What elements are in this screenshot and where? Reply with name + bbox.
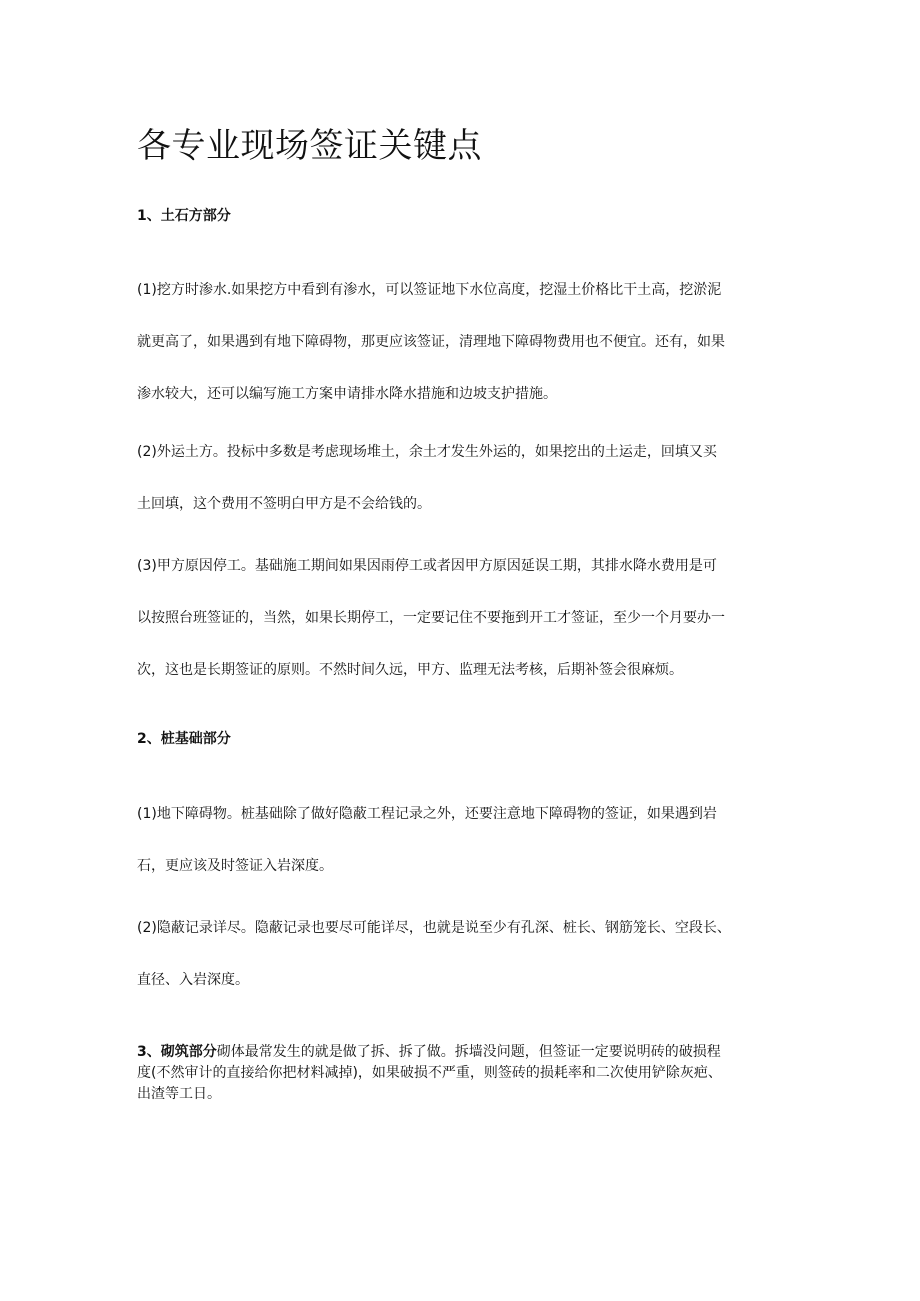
text-line: 次，这也是长期签证的原则。不然时间久远，甲方、监理无法考核，后期补签会很麻烦。 [137, 662, 683, 678]
text-line: 以按照台班签证的，当然，如果长期停工，一定要记住不要拖到开工才签证，至少一个月要办一 [137, 610, 725, 626]
text-line: (2)外运土方。投标中多数是考虑现场堆土，余土才发生外运的，如果挖出的土运走，回填又买 [137, 444, 717, 460]
section-heading-pile-foundation: 2、桩基础部分 [137, 731, 231, 747]
text-line: 渗水较大，还可以编写施工方案申请排水降水措施和边坡支护措施。 [137, 386, 557, 402]
paragraph-earthwork-2 [137, 442, 792, 514]
text-line [137, 1042, 792, 1063]
section-heading-masonry: 3、砌筑部分 [137, 1044, 217, 1060]
section-heading-earthwork: 1、土石方部分 [137, 208, 231, 224]
text-line: (2)隐蔽记录详尽。隐蔽记录也要尽可能详尽，也就是说至少有孔深、桩长、钢筋笼长、空段长、 [137, 920, 731, 936]
masonry-text: 砌体最常发生的就是做了拆、拆了做。拆墙没问题，但签证一定要说明砖的破损程 [216, 1044, 721, 1060]
paragraph-earthwork-1 [137, 280, 792, 404]
paragraph-pile-2 [137, 918, 792, 990]
text-line: (1)地下障碍物。桩基础除了做好隐蔽工程记录之外，还要注意地下障碍物的签证，如果遇到岩 [137, 806, 717, 822]
paragraph-earthwork-3 [137, 556, 792, 680]
paragraph-masonry [137, 1042, 792, 1105]
text-line: 石，更应该及时签证入岩深度。 [137, 858, 333, 874]
text-line: 直径、入岩深度。 [137, 972, 249, 988]
text-line: 就更高了，如果遇到有地下障碍物，那更应该签证，清理地下障碍物费用也不便宜。还有，如果 [137, 334, 725, 350]
paragraph-pile-1 [137, 804, 792, 876]
text-line: (3)甲方原因停工。基础施工期间如果因雨停工或者因甲方原因延误工期，其排水降水费用是可 [137, 558, 717, 574]
page-title: 各专业现场签证关键点 [137, 126, 482, 166]
text-line: 土回填，这个费用不签明白甲方是不会给钱的。 [137, 496, 431, 512]
text-line: (1)挖方时渗水.如果挖方中看到有渗水，可以签证地下水位高度，挖湿土价格比干土高，挖淤泥 [137, 282, 722, 298]
text-line: 出渣等工日。 [137, 1086, 221, 1102]
text-line: 度(不然审计的直接给你把材料减掉)，如果破损不严重，则签砖的损耗率和二次使用铲除灰疤、 [137, 1065, 722, 1081]
